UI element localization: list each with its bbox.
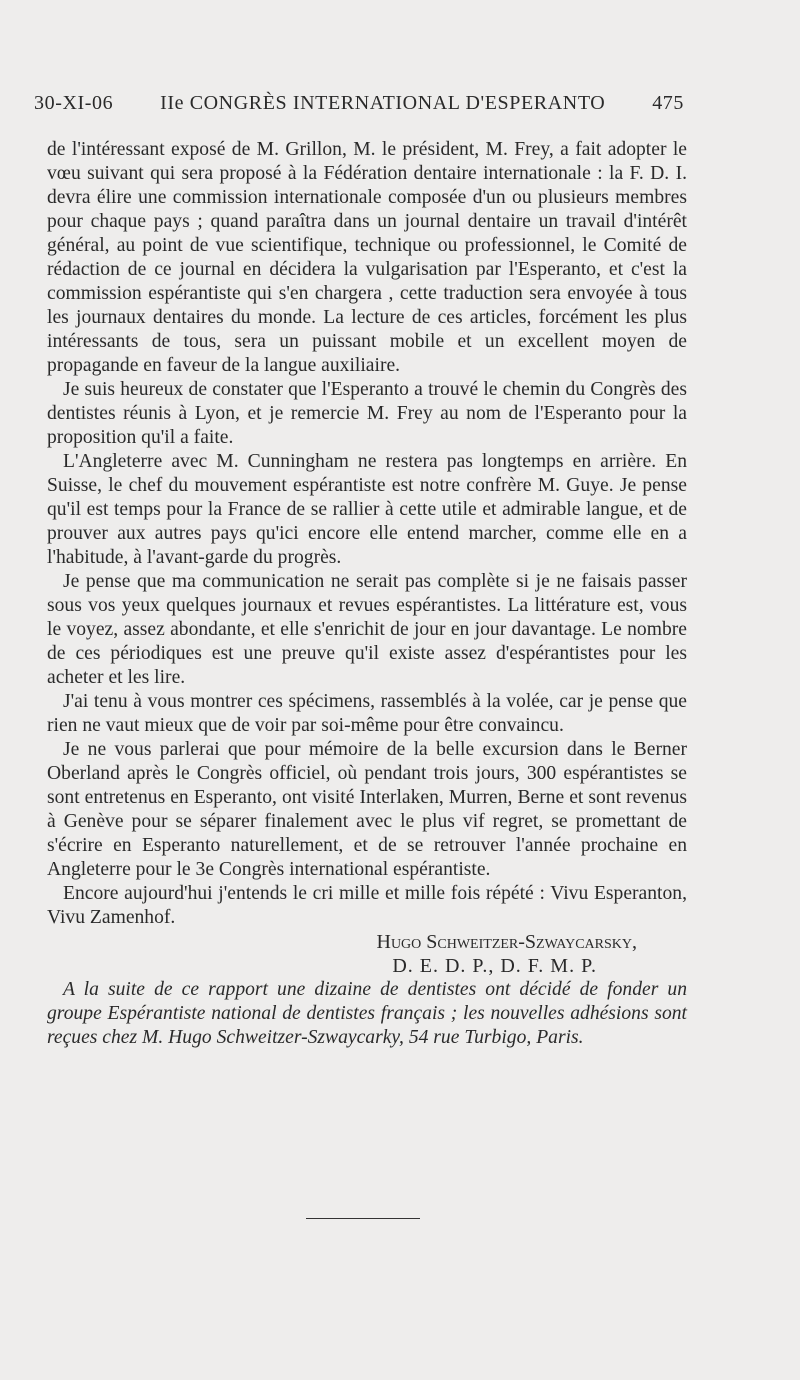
signature-name: Hugo Schweitzer-Szwaycarsky, (376, 931, 637, 953)
italic-note: A la suite de ce rapport une dizaine de dentistes ont décidé de fonder un groupe Espérantiste national de dentistes français ; les nouvelles adhésions sont reçues chez M. Hugo Schweitzer-Szwaycarky, 54 rue Turbigo, Paris. (47, 979, 687, 1048)
page-number: 475 (652, 92, 684, 114)
signature-titles: D. E. D. P., D. F. M. P. (392, 955, 597, 977)
paragraph: Je pense que ma communication ne serait pas complète si je ne faisais passer sous vos yeux quelques journaux et revues espérantistes. La littérature est, vous le voyez, assez abondante, et elle s'enrichit de jour en jour davantage. Le nombre de ces périodiques est une preuve qu'il existe assez d'espérantistes pour les acheter et les lire. (47, 571, 687, 688)
header-title: IIe CONGRÈS INTERNATIONAL D'ESPERANTO (160, 92, 606, 114)
paragraph: Je suis heureux de constater que l'Esperanto a trouvé le chemin du Congrès des dentistes réunis à Lyon, et je remercie M. Frey au nom de l'Esperanto pour la proposition qu'il a faite. (47, 379, 687, 448)
header-date: 30-XI-06 (34, 92, 114, 114)
running-header (34, 92, 684, 115)
paragraph: L'Angleterre avec M. Cunningham ne restera pas longtemps en arrière. En Suisse, le chef du mouvement espérantiste est notre confrère M. Guye. Je pense qu'il est temps pour la France de se rallier à cette utile et admirable langue, et de prouver aux autres pays qu'ici encore elle entend marcher, comme elle en a l'habitude, à l'avant-garde du progrès. (47, 451, 687, 568)
paragraph: J'ai tenu à vous montrer ces spécimens, rassemblés à la volée, car je pense que rien ne vaut mieux que de voir par soi-même pour être convaincu. (47, 691, 687, 736)
closing-rule (306, 1218, 420, 1219)
paragraph: Je ne vous parlerai que pour mémoire de la belle excursion dans le Berner Oberland après le Congrès officiel, où pendant trois jours, 300 espérantistes se sont entretenus en Esperanto, ont visité Interlaken, Murren, Berne et sont revenus à Genève pour se séparer finalement avec le plus vif regret, se promettant de s'écrire en Esperanto naturellement, et de se retrouver l'année prochaine en Angleterre pour le 3e Congrès international espérantiste. (47, 739, 687, 880)
paragraph: de l'intéressant exposé de M. Grillon, M. le président, M. Frey, a fait adopter le vœu suivant qui sera proposé à la Fédération dentaire internationale : la F. D. I. devra élire une commission internationale composée d'un ou plusieurs membres pour chaque pays ; quand paraîtra dans un journal dentaire un travail d'intérêt général, au point de vue scientifique, technique ou professionnel, le Comité de rédaction de ce journal en décidera la vulgarisation par l'Esperanto, et c'est la commission espérantiste qui s'en chargera , cette traduction sera envoyée à tous les journaux dentaires du monde. La lecture de ces articles, forcément les plus intéressants de tous, sera un puissant mobile et un excellent moyen de propagande en faveur de la langue auxiliaire. (47, 139, 687, 376)
paragraph: Encore aujourd'hui j'entends le cri mille et mille fois répété : Vivu Esperanton, Vivu Zamenhof. (47, 883, 687, 928)
body-text (47, 138, 687, 1050)
